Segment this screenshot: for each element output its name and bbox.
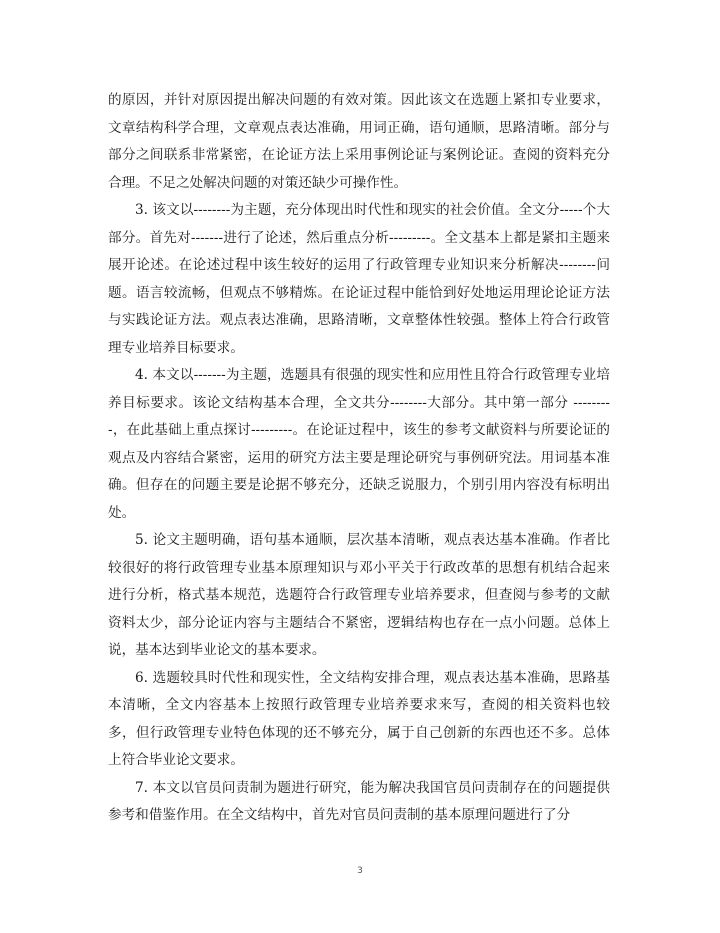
paragraph-3: 4. 本文以-------为主题，选题具有很强的现实性和应用性且符合行政管理专业培养目标要求。该论文结构基本合理，全文共分--------大部分。其中第一部分 ---------，在此基础上重点探讨---------。在论证过程中，该生的参考文献资料与所要论证的观点及内容结合紧密，运用的研究方法主要是理论研究与事例研究法。用词基本准确。但存在的问题主要是论据不够充分，还缺乏说服力，个别引用内容没有标明出处。: [108, 367, 610, 521]
paragraph-6: 7. 本文以官员问责制为题进行研究，能为解决我国官员问责制存在的问题提供参考和借鉴作用。在全文结构中，首先对官员问责制的基本原理问题进行了分: [108, 779, 610, 823]
document-body: [108, 87, 610, 830]
paragraph-2: 3. 该文以--------为主题，充分体现出时代性和现实的社会价值。全文分-----个大部分。首先对-------进行了论述，然后重点分析---------。全文基本上都是紧扣主题来展开论述。在论述过程中该生较好的运用了行政管理专业知识来分析解决--------问题。语言较流畅，但观点不够精炼。在论证过程中能恰到好处地运用理论论证方法与实践论证方法。观点表达准确，思路清晰，文章整体性较强。整体上符合行政管理专业培养目标要求。: [108, 202, 610, 356]
paragraph-4: 5. 论文主题明确，语句基本通顺，层次基本清晰，观点表达基本准确。作者比较很好的将行政管理专业基本原理知识与邓小平关于行政改革的思想有机结合起来进行分析，格式基本规范，选题符合行政管理专业培养要求，但查阅与参考的文献资料太少，部分论证内容与主题结合不紧密，逻辑结构也存在一点小问题。总体上说，基本达到毕业论文的基本要求。: [108, 532, 610, 658]
paragraph-1: 的原因，并针对原因提出解决问题的有效对策。因此该文在选题上紧扣专业要求，文章结构科学合理，文章观点表达准确，用词正确，语句通顺，思路清晰。部分与部分之间联系非常紧密，在论证方法上采用事例论证与案例论证。查阅的资料充分合理。不足之处解决问题的对策还缺少可操作性。: [108, 92, 610, 191]
paragraph-5: 6. 选题较具时代性和现实性，全文结构安排合理，观点表达基本准确，思路基本清晰，全文内容基本上按照行政管理专业培养要求来写，查阅的相关资料也较多，但行政管理专业特色体现的还不够充分，属于自己创新的东西也还不多。总体上符合毕业论文要求。: [108, 669, 610, 768]
page-number: 3: [357, 866, 363, 876]
